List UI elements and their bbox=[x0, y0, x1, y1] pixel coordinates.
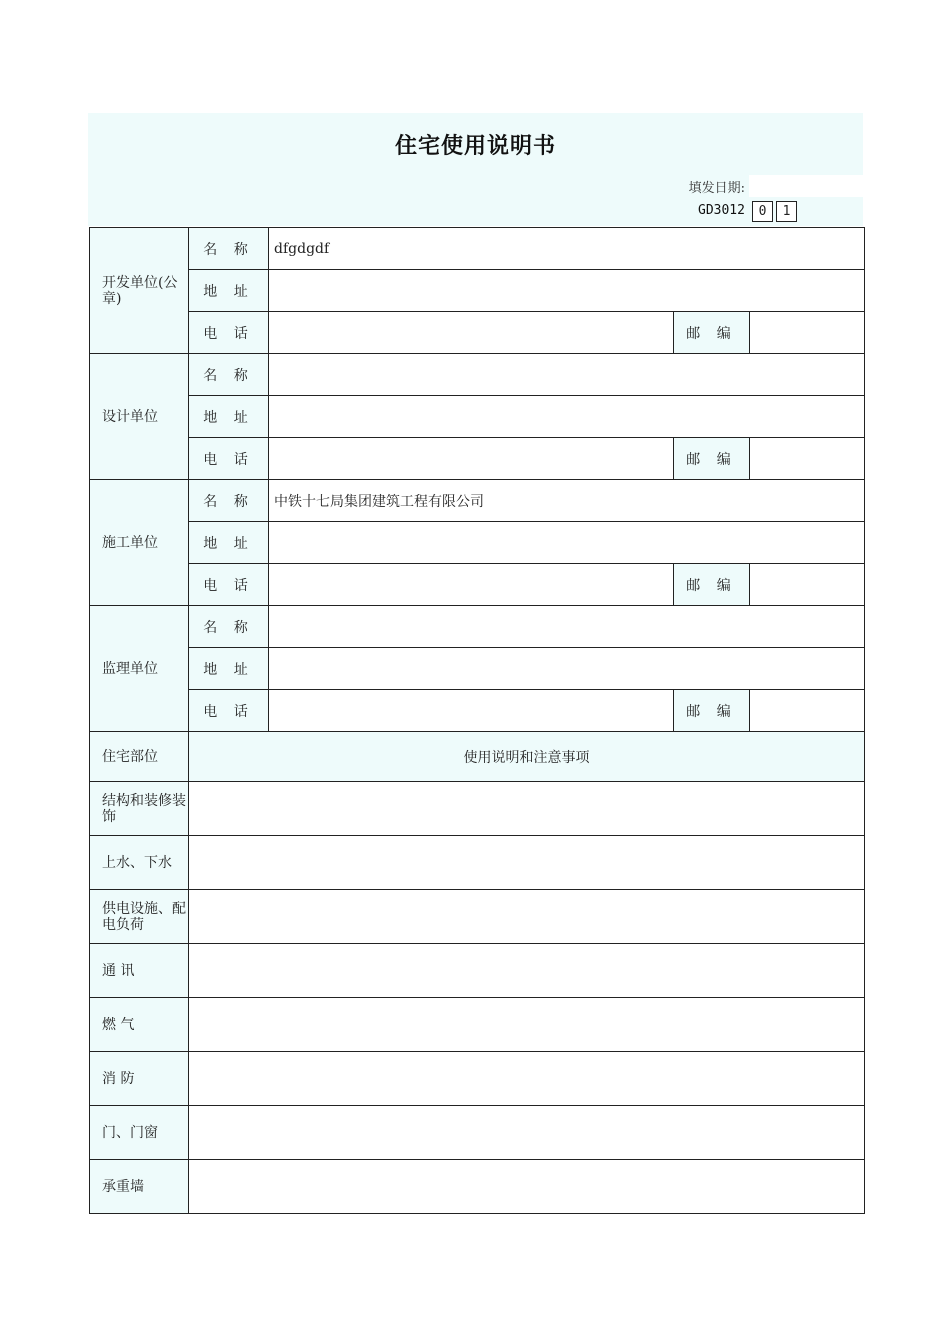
developer-postcode-field[interactable] bbox=[750, 312, 865, 354]
designer-phone-field[interactable] bbox=[269, 438, 674, 480]
phone-label: 电 话 bbox=[189, 438, 269, 480]
usage-notes-field[interactable] bbox=[189, 1052, 865, 1106]
usage-row bbox=[90, 1106, 865, 1160]
designer-address-field[interactable] bbox=[269, 396, 865, 438]
code-box-2[interactable]: 1 bbox=[776, 201, 797, 222]
contractor-name-field[interactable]: 中铁十七局集团建筑工程有限公司 bbox=[269, 480, 865, 522]
contractor-address-field[interactable] bbox=[269, 522, 865, 564]
usage-row bbox=[90, 836, 865, 890]
usage-notes-field[interactable] bbox=[189, 1160, 865, 1214]
address-label: 地 址 bbox=[189, 648, 269, 690]
developer-name-row bbox=[90, 228, 865, 270]
usage-row bbox=[90, 1160, 865, 1214]
postcode-label: 邮 编 bbox=[674, 438, 750, 480]
usage-part-power: 供电设施、配电负荷 bbox=[90, 890, 189, 944]
usage-row bbox=[90, 1052, 865, 1106]
usage-header-row bbox=[90, 732, 865, 782]
developer-address-row bbox=[90, 270, 865, 312]
unit-title-supervisor: 监理单位 bbox=[90, 606, 189, 732]
postcode-label: 邮 编 bbox=[674, 312, 750, 354]
usage-notes-field[interactable] bbox=[189, 1106, 865, 1160]
usage-notes-field[interactable] bbox=[189, 782, 865, 836]
name-label: 名 称 bbox=[189, 228, 269, 270]
designer-address-row bbox=[90, 396, 865, 438]
usage-row bbox=[90, 998, 865, 1052]
code-prefix: GD3012 bbox=[698, 203, 745, 218]
name-label: 名 称 bbox=[189, 480, 269, 522]
col-notes-header: 使用说明和注意事项 bbox=[189, 732, 865, 782]
contractor-name-row bbox=[90, 480, 865, 522]
developer-phone-field[interactable] bbox=[269, 312, 674, 354]
fill-date-label: 填发日期: bbox=[688, 181, 745, 196]
name-label: 名 称 bbox=[189, 354, 269, 396]
usage-part-doors: 门、门窗 bbox=[90, 1106, 189, 1160]
usage-row bbox=[90, 890, 865, 944]
supervisor-address-row bbox=[90, 648, 865, 690]
usage-row bbox=[90, 944, 865, 998]
usage-notes-field[interactable] bbox=[189, 890, 865, 944]
code-box-1[interactable]: 0 bbox=[752, 201, 773, 222]
usage-row bbox=[90, 782, 865, 836]
unit-title-developer: 开发单位(公章) bbox=[90, 228, 189, 354]
postcode-label: 邮 编 bbox=[674, 564, 750, 606]
supervisor-name-field[interactable] bbox=[269, 606, 865, 648]
postcode-label: 邮 编 bbox=[674, 690, 750, 732]
usage-part-telecom: 通 讯 bbox=[90, 944, 189, 998]
phone-label: 电 话 bbox=[189, 690, 269, 732]
usage-part-fire: 消 防 bbox=[90, 1052, 189, 1106]
fill-date-field[interactable] bbox=[749, 175, 863, 197]
contractor-phone-field[interactable] bbox=[269, 564, 674, 606]
usage-notes-field[interactable] bbox=[189, 836, 865, 890]
supervisor-address-field[interactable] bbox=[269, 648, 865, 690]
designer-name-row bbox=[90, 354, 865, 396]
usage-part-loadwall: 承重墙 bbox=[90, 1160, 189, 1214]
developer-address-field[interactable] bbox=[269, 270, 865, 312]
contractor-phone-row bbox=[90, 564, 865, 606]
usage-part-structure: 结构和装修装饰 bbox=[90, 782, 189, 836]
instruction-form bbox=[89, 227, 865, 1214]
phone-label: 电 话 bbox=[189, 564, 269, 606]
usage-notes-field[interactable] bbox=[189, 998, 865, 1052]
contractor-address-row bbox=[90, 522, 865, 564]
contractor-postcode-field[interactable] bbox=[750, 564, 865, 606]
address-label: 地 址 bbox=[189, 522, 269, 564]
usage-part-gas: 燃 气 bbox=[90, 998, 189, 1052]
document-title: 住宅使用说明书 bbox=[394, 134, 556, 159]
developer-name-field[interactable]: dfgdgdf bbox=[269, 228, 865, 270]
document-header bbox=[88, 113, 863, 226]
address-label: 地 址 bbox=[189, 270, 269, 312]
supervisor-phone-row bbox=[90, 690, 865, 732]
address-label: 地 址 bbox=[189, 396, 269, 438]
usage-part-water: 上水、下水 bbox=[90, 836, 189, 890]
supervisor-name-row bbox=[90, 606, 865, 648]
name-label: 名 称 bbox=[189, 606, 269, 648]
unit-title-designer: 设计单位 bbox=[90, 354, 189, 480]
phone-label: 电 话 bbox=[189, 312, 269, 354]
usage-notes-field[interactable] bbox=[189, 944, 865, 998]
designer-name-field[interactable] bbox=[269, 354, 865, 396]
designer-postcode-field[interactable] bbox=[750, 438, 865, 480]
supervisor-postcode-field[interactable] bbox=[750, 690, 865, 732]
supervisor-phone-field[interactable] bbox=[269, 690, 674, 732]
unit-title-contractor: 施工单位 bbox=[90, 480, 189, 606]
fill-date-row bbox=[88, 175, 863, 197]
developer-phone-row bbox=[90, 312, 865, 354]
document-code bbox=[88, 199, 863, 223]
col-part-header: 住宅部位 bbox=[90, 732, 189, 782]
designer-phone-row bbox=[90, 438, 865, 480]
